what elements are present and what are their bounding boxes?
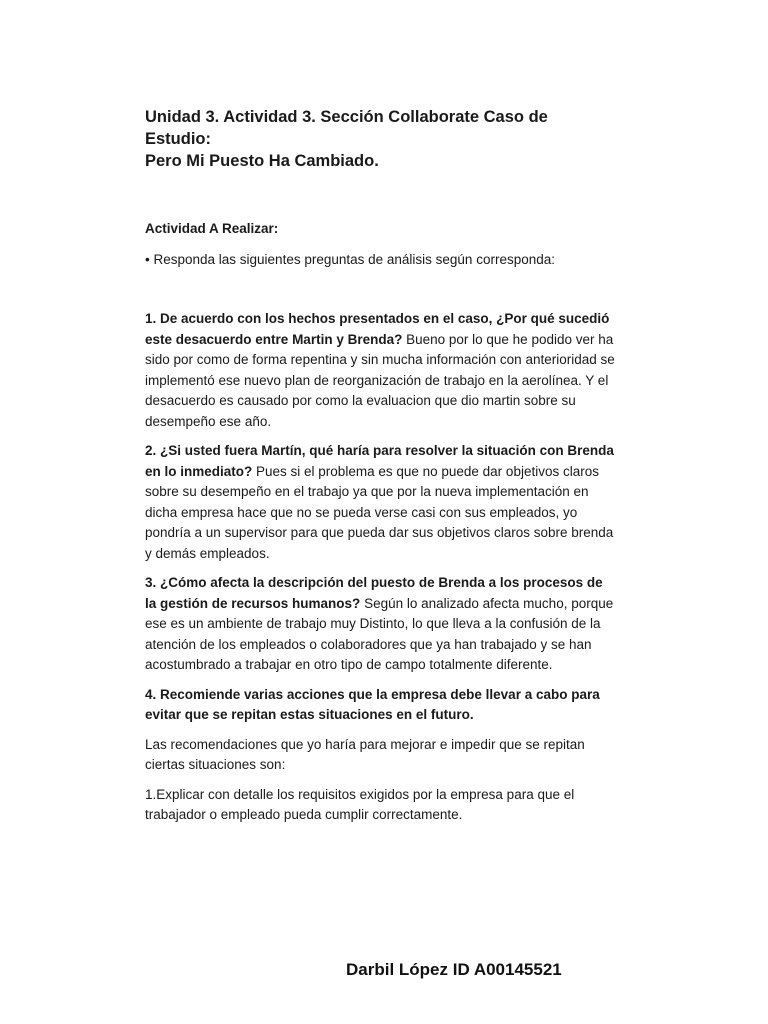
- document-title: [145, 106, 615, 172]
- question-1-text: 1. De acuerdo con los hechos presentados en el caso, ¿Por qué sucedió este desacuerdo entre Martin y Brenda?: [145, 311, 610, 347]
- document-body: [145, 106, 615, 826]
- author-signature: Darbil López ID A00145521: [346, 960, 562, 979]
- recommendations-intro: Las recomendaciones que yo haría para mejorar e impedir que se repitan ciertas situaciones son:: [145, 736, 585, 772]
- question-2: [145, 441, 615, 564]
- instruction-bullet: • Responda las siguientes preguntas de análisis según corresponda:: [145, 252, 555, 267]
- answer-3-text: Según lo analizado afecta mucho, porque ese es un ambiente de trabajo muy Distinto, lo que lleva a la confusión de la atención de los empleados o colaboradores que ya han trabajado y se han acostumbrado a trabajar en otro tipo de campo totalmente diferente.: [145, 595, 614, 672]
- question-1: [145, 309, 615, 432]
- question-3-text: 3. ¿Cómo afecta la descripción del puesto de Brenda a los procesos de la gestión de recursos humanos?: [145, 575, 603, 611]
- answer-2-text: Pues si el problema es que no puede dar objetivos claros sobre su desempeño en el trabajo ya que por la nueva implementación en dicha empresa hace que no se pueda verse casi con sus empleados, yo pondría a un supervisor para que pueda dar sus objetivos claros sobre brenda y demás empleados.: [145, 463, 614, 561]
- title-line-1: Unidad 3. Actividad 3. Sección Collaborate Caso de Estudio:: [145, 108, 548, 148]
- title-line-2: Pero Mi Puesto Ha Cambiado.: [145, 152, 379, 170]
- question-3: [145, 573, 615, 676]
- activity-heading: Actividad A Realizar:: [145, 221, 279, 236]
- answer-1-text: Bueno por lo que he podido ver ha sido por como de forma repentina y sin mucha información con anterioridad se implementó ese nuevo plan de reorganización de trabajo en la aerolínea. Y el desacuerdo es causado por como la evaluacion que dio martin sobre su desempeño ese año.: [145, 331, 615, 429]
- question-4: [145, 685, 615, 726]
- question-2-text: 2. ¿Si usted fuera Martín, qué haría para resolver la situación con Brenda en lo inmediato?: [145, 443, 614, 479]
- recommendation-item-1: 1.Explicar con detalle los requisitos exigidos por la empresa para que el trabajador o empleado pueda cumplir correctamente.: [145, 786, 575, 822]
- question-4-text: 4. Recomiende varias acciones que la empresa debe llevar a cabo para evitar que se repitan estas situaciones en el futuro.: [145, 686, 600, 722]
